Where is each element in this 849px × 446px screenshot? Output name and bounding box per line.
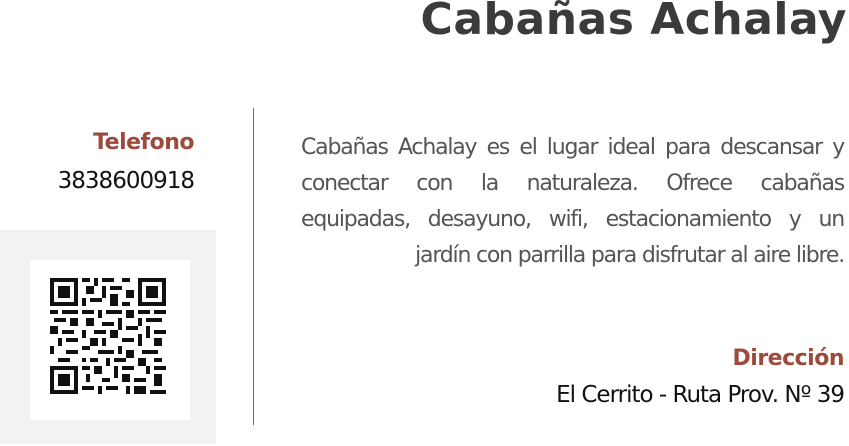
qr-code-card <box>0 230 216 444</box>
vertical-divider <box>253 108 254 425</box>
qr-code-icon <box>50 278 166 394</box>
phone-number[interactable]: 3838600918 <box>57 168 194 194</box>
address-label: Dirección <box>732 346 844 371</box>
page-title: Cabañas Achalay <box>420 0 847 45</box>
address-text: El Cerrito - Ruta Prov. Nº 39 <box>556 382 844 408</box>
description-text: Cabañas Achalay es el lugar ideal para descansar y conectar con la naturaleza. Ofrece cabañas equipadas, desayuno, wifi, estacionamiento y un jardín con parrilla para disfrutar al aire libre. <box>301 135 844 268</box>
phone-label: Telefono <box>93 130 194 155</box>
qr-code-frame <box>30 260 190 420</box>
